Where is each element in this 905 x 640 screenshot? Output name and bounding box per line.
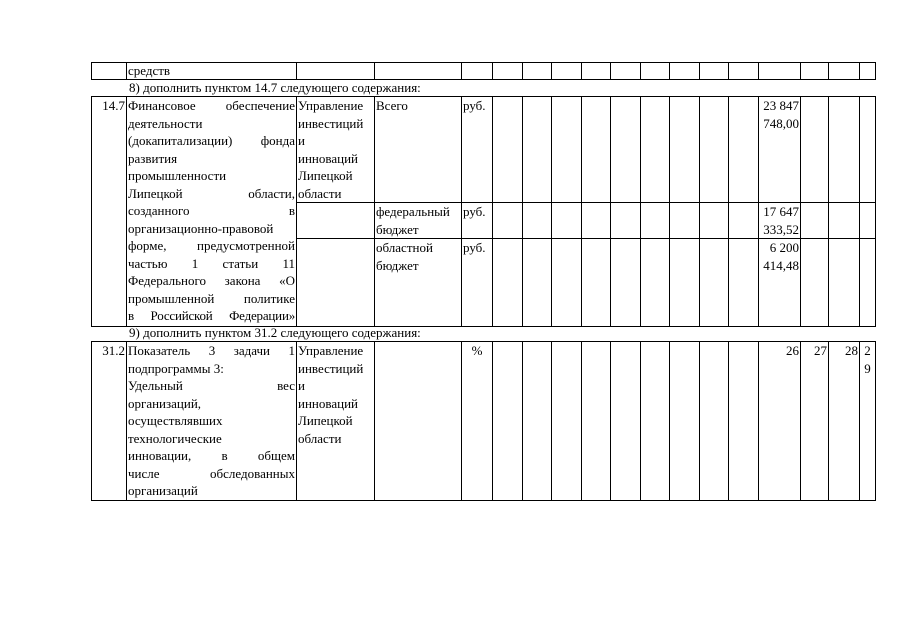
name-line: промышленности <box>128 168 227 183</box>
executor-line: инвестиций <box>298 360 364 376</box>
executor-empty <box>297 239 375 327</box>
name-line: технологические <box>128 430 222 446</box>
name-line: осуществлявших <box>128 413 223 428</box>
name-line: Федерального закона «О <box>128 273 295 288</box>
executor-line: области <box>298 430 342 446</box>
name-line: числе обследованных <box>128 465 295 481</box>
name-line: Показатель 3 задачи 1 <box>128 343 295 358</box>
funding-source: Всего <box>375 97 462 203</box>
executor-line: инноваций <box>298 150 358 166</box>
table-row <box>92 63 876 80</box>
funding-source <box>375 342 462 501</box>
name-cell: средств <box>127 63 297 80</box>
name-line: промышленной политике <box>128 290 295 306</box>
name-line: организационно-правовой <box>128 220 274 236</box>
executor-line: и <box>298 378 305 393</box>
amount: 6 200 414,48 <box>759 239 801 327</box>
name-line: (докапитализации) фонда <box>128 133 295 148</box>
name-line: в Российской Федерации» <box>128 308 295 323</box>
unit: руб. <box>462 97 493 203</box>
value-cell: 28 <box>829 342 860 501</box>
value-cell: 2 9 <box>860 342 876 501</box>
table-row <box>92 97 876 203</box>
name-line: развития <box>128 150 178 166</box>
executor <box>297 97 375 203</box>
name-line: деятельности <box>128 115 203 131</box>
executor-line: инвестиций <box>298 115 364 131</box>
amendment-note-8: 8) дополнить пунктом 14.7 следующего содержания: <box>129 80 421 95</box>
row-14-7-table <box>91 96 876 327</box>
amount: 17 647 333,52 <box>759 203 801 239</box>
executor-line: Липецкой <box>298 168 353 183</box>
name-line: Липецкой области, <box>128 185 295 201</box>
name-line: организаций <box>128 483 198 498</box>
name-line: Удельный вес <box>128 378 295 393</box>
name-line: организаций, <box>128 395 202 411</box>
executor-line: Управление <box>298 343 364 358</box>
item-name <box>127 342 297 501</box>
funding-source: областной бюджет <box>375 239 462 327</box>
name-line: Финансовое обеспечение <box>128 98 295 113</box>
name-line: форме, предусмотренной <box>128 238 295 253</box>
name-line: подпрограммы 3: <box>128 360 224 376</box>
executor-line: и <box>298 133 305 148</box>
executor-line: инноваций <box>298 395 358 411</box>
executor-empty <box>297 203 375 239</box>
amount: 23 847 748,00 <box>759 97 801 203</box>
name-line: инновации, в общем <box>128 448 295 463</box>
funding-source: федеральный бюджет <box>375 203 462 239</box>
value-cell: 26 <box>759 342 801 501</box>
row-31-2-table <box>91 341 876 501</box>
executor <box>297 342 375 501</box>
name-line: частью 1 статьи 11 <box>128 255 295 271</box>
unit: руб. <box>462 203 493 239</box>
executor-line: Липецкой <box>298 413 353 428</box>
num-cell <box>92 63 127 80</box>
amendment-note-9: 9) дополнить пунктом 31.2 следующего содержания: <box>129 325 421 340</box>
table-row <box>92 342 876 501</box>
executor-line: Управление <box>298 98 364 113</box>
unit: руб. <box>462 239 493 327</box>
executor-line: области <box>298 185 342 201</box>
unit: % <box>462 342 493 501</box>
item-name <box>127 97 297 327</box>
top-fragment-table <box>91 62 876 80</box>
value-cell: 27 <box>801 342 829 501</box>
name-line: созданного в <box>128 203 295 218</box>
item-number: 14.7 <box>92 97 127 327</box>
item-number: 31.2 <box>92 342 127 501</box>
